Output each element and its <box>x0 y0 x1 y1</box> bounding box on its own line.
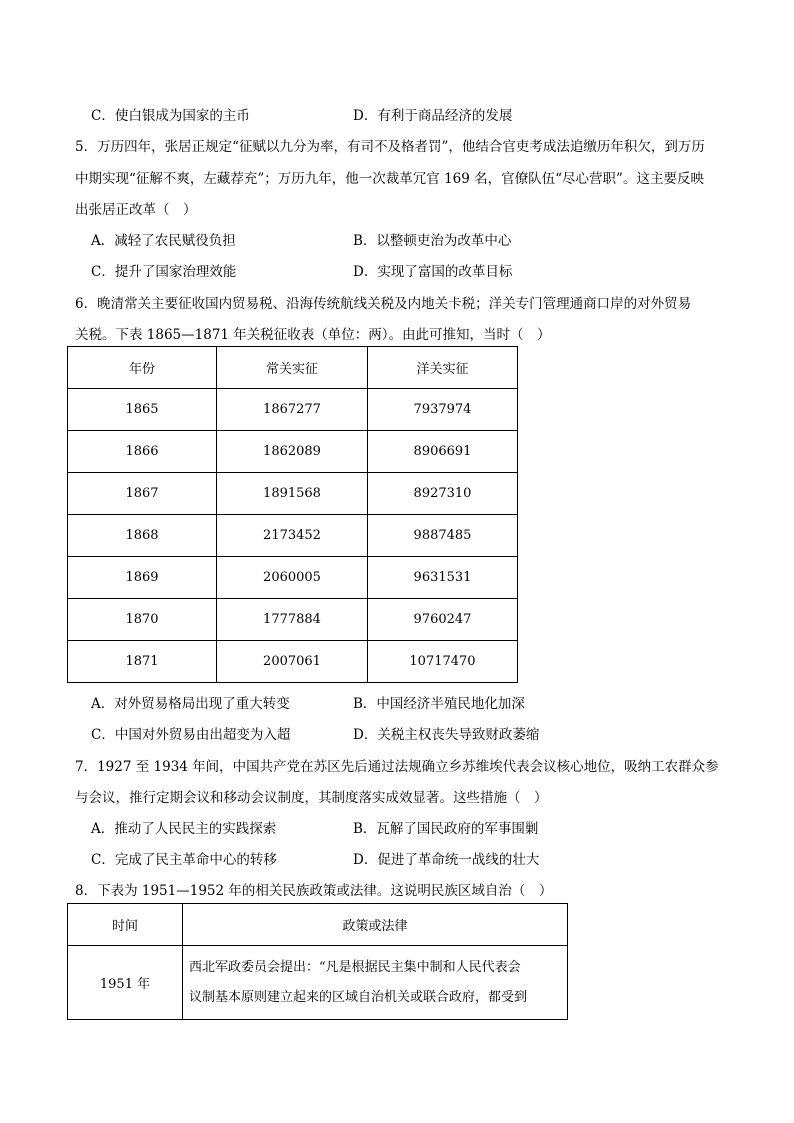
table-cell: 2173452 <box>217 515 368 557</box>
table-header-time: 时间 <box>68 904 183 946</box>
table-cell: 1869 <box>68 557 217 599</box>
table-cell: 1871 <box>68 641 217 683</box>
q7-option-d[interactable]: D．促进了革命统一战线的壮大 <box>353 852 540 868</box>
q5-option-a[interactable]: A．减轻了农民赋役负担 <box>91 233 236 249</box>
table-cell: 1868 <box>68 515 217 557</box>
q7-option-a[interactable]: A．推动了人民民主的实践探索 <box>91 821 277 837</box>
table-header-row <box>68 347 518 389</box>
q6-option-d[interactable]: D．关税主权丧失导致财政萎缩 <box>353 727 540 743</box>
table-cell: 1865 <box>68 389 217 431</box>
table-header-changguan: 常关实征 <box>217 347 368 389</box>
table-cell: 8927310 <box>368 473 518 515</box>
q5-option-c[interactable]: C．提升了国家治理效能 <box>91 264 237 280</box>
table-cell: 1866 <box>68 431 217 473</box>
q4-option-d[interactable]: D．有利于商品经济的发展 <box>353 108 513 124</box>
table-cell: 2060005 <box>217 557 368 599</box>
q7-option-b[interactable]: B．瓦解了国民政府的军事围剿 <box>353 821 539 837</box>
table-cell: 1777884 <box>217 599 368 641</box>
q5-stem-line-1: 5．万历四年，张居正规定“征赋以九分为率，有司不及格者罚”，他结合官吏考成法追缴历年积欠，到万历 <box>75 139 705 155</box>
table-header-policy: 政策或法律 <box>183 904 568 946</box>
table-cell: 1867277 <box>217 389 368 431</box>
table-row <box>68 557 518 599</box>
table-row <box>68 431 518 473</box>
q7-option-c[interactable]: C．完成了民主革命中心的转移 <box>91 852 277 868</box>
q7-stem-line-2: 与会议，推行定期会议和移动会议制度，其制度落实成效显著。这些措施（ ） <box>75 790 548 806</box>
q5-option-b[interactable]: B．以整顿吏治为改革中心 <box>353 233 512 249</box>
table-cell-policy <box>183 946 568 1020</box>
policy-text-line-2: 议制基本原则建立起来的区域自治机关或联合政府，都受到 <box>189 989 528 1005</box>
table-cell: 8906691 <box>368 431 518 473</box>
table-cell: 1891568 <box>217 473 368 515</box>
table-row <box>68 473 518 515</box>
table-cell: 10717470 <box>368 641 518 683</box>
q8-policy-table <box>67 903 568 1020</box>
table-row <box>68 599 518 641</box>
table-cell-time: 1951 年 <box>68 946 183 1020</box>
table-header-row <box>68 904 568 946</box>
table-cell: 1862089 <box>217 431 368 473</box>
q6-option-b[interactable]: B．中国经济半殖民地化加深 <box>353 696 525 712</box>
q6-option-c[interactable]: C．中国对外贸易由出超变为入超 <box>91 727 291 743</box>
table-cell: 7937974 <box>368 389 518 431</box>
table-cell: 1867 <box>68 473 217 515</box>
table-row <box>68 389 518 431</box>
table-cell: 9887485 <box>368 515 518 557</box>
table-row <box>68 946 568 1020</box>
table-header-yangguan: 洋关实征 <box>368 347 518 389</box>
q7-stem-line-1: 7．1927 至 1934 年间，中国共产党在苏区先后通过法规确立乡苏维埃代表会议核心地位，吸纳工农群众参 <box>75 759 719 775</box>
table-row <box>68 515 518 557</box>
table-cell: 9631531 <box>368 557 518 599</box>
q6-option-a[interactable]: A．对外贸易格局出现了重大转变 <box>91 696 290 712</box>
q5-option-d[interactable]: D．实现了富国的改革目标 <box>353 264 513 280</box>
q4-option-c[interactable]: C．使白银成为国家的主币 <box>91 108 250 124</box>
q6-stem-line-2: 关税。下表 1865—1871 年关税征收表（单位：两）。由此可推知，当时（ ） <box>75 327 551 343</box>
q5-stem-line-2: 中期实现“征解不爽，左藏荐充”；万历九年，他一次裁革冗官 169 名，官僚队伍“尽心营职”。这主要反映 <box>75 171 704 187</box>
table-cell: 9760247 <box>368 599 518 641</box>
policy-text-line-1: 西北军政委员会提出：“凡是根据民主集中制和人民代表会 <box>189 959 521 975</box>
q6-stem-line-1: 6．晚清常关主要征收国内贸易税、沿海传统航线关税及内地关卡税；洋关专门管理通商口岸的对外贸易 <box>75 296 692 312</box>
table-cell: 1870 <box>68 599 217 641</box>
table-row <box>68 641 518 683</box>
q5-stem-line-3: 出张居正改革（ ） <box>75 202 197 218</box>
table-cell: 2007061 <box>217 641 368 683</box>
table-header-year: 年份 <box>68 347 217 389</box>
q8-stem: 8．下表为 1951—1952 年的相关民族政策或法律。这说明民族区域自治（ ） <box>75 883 553 899</box>
q6-tariff-table <box>67 346 518 683</box>
